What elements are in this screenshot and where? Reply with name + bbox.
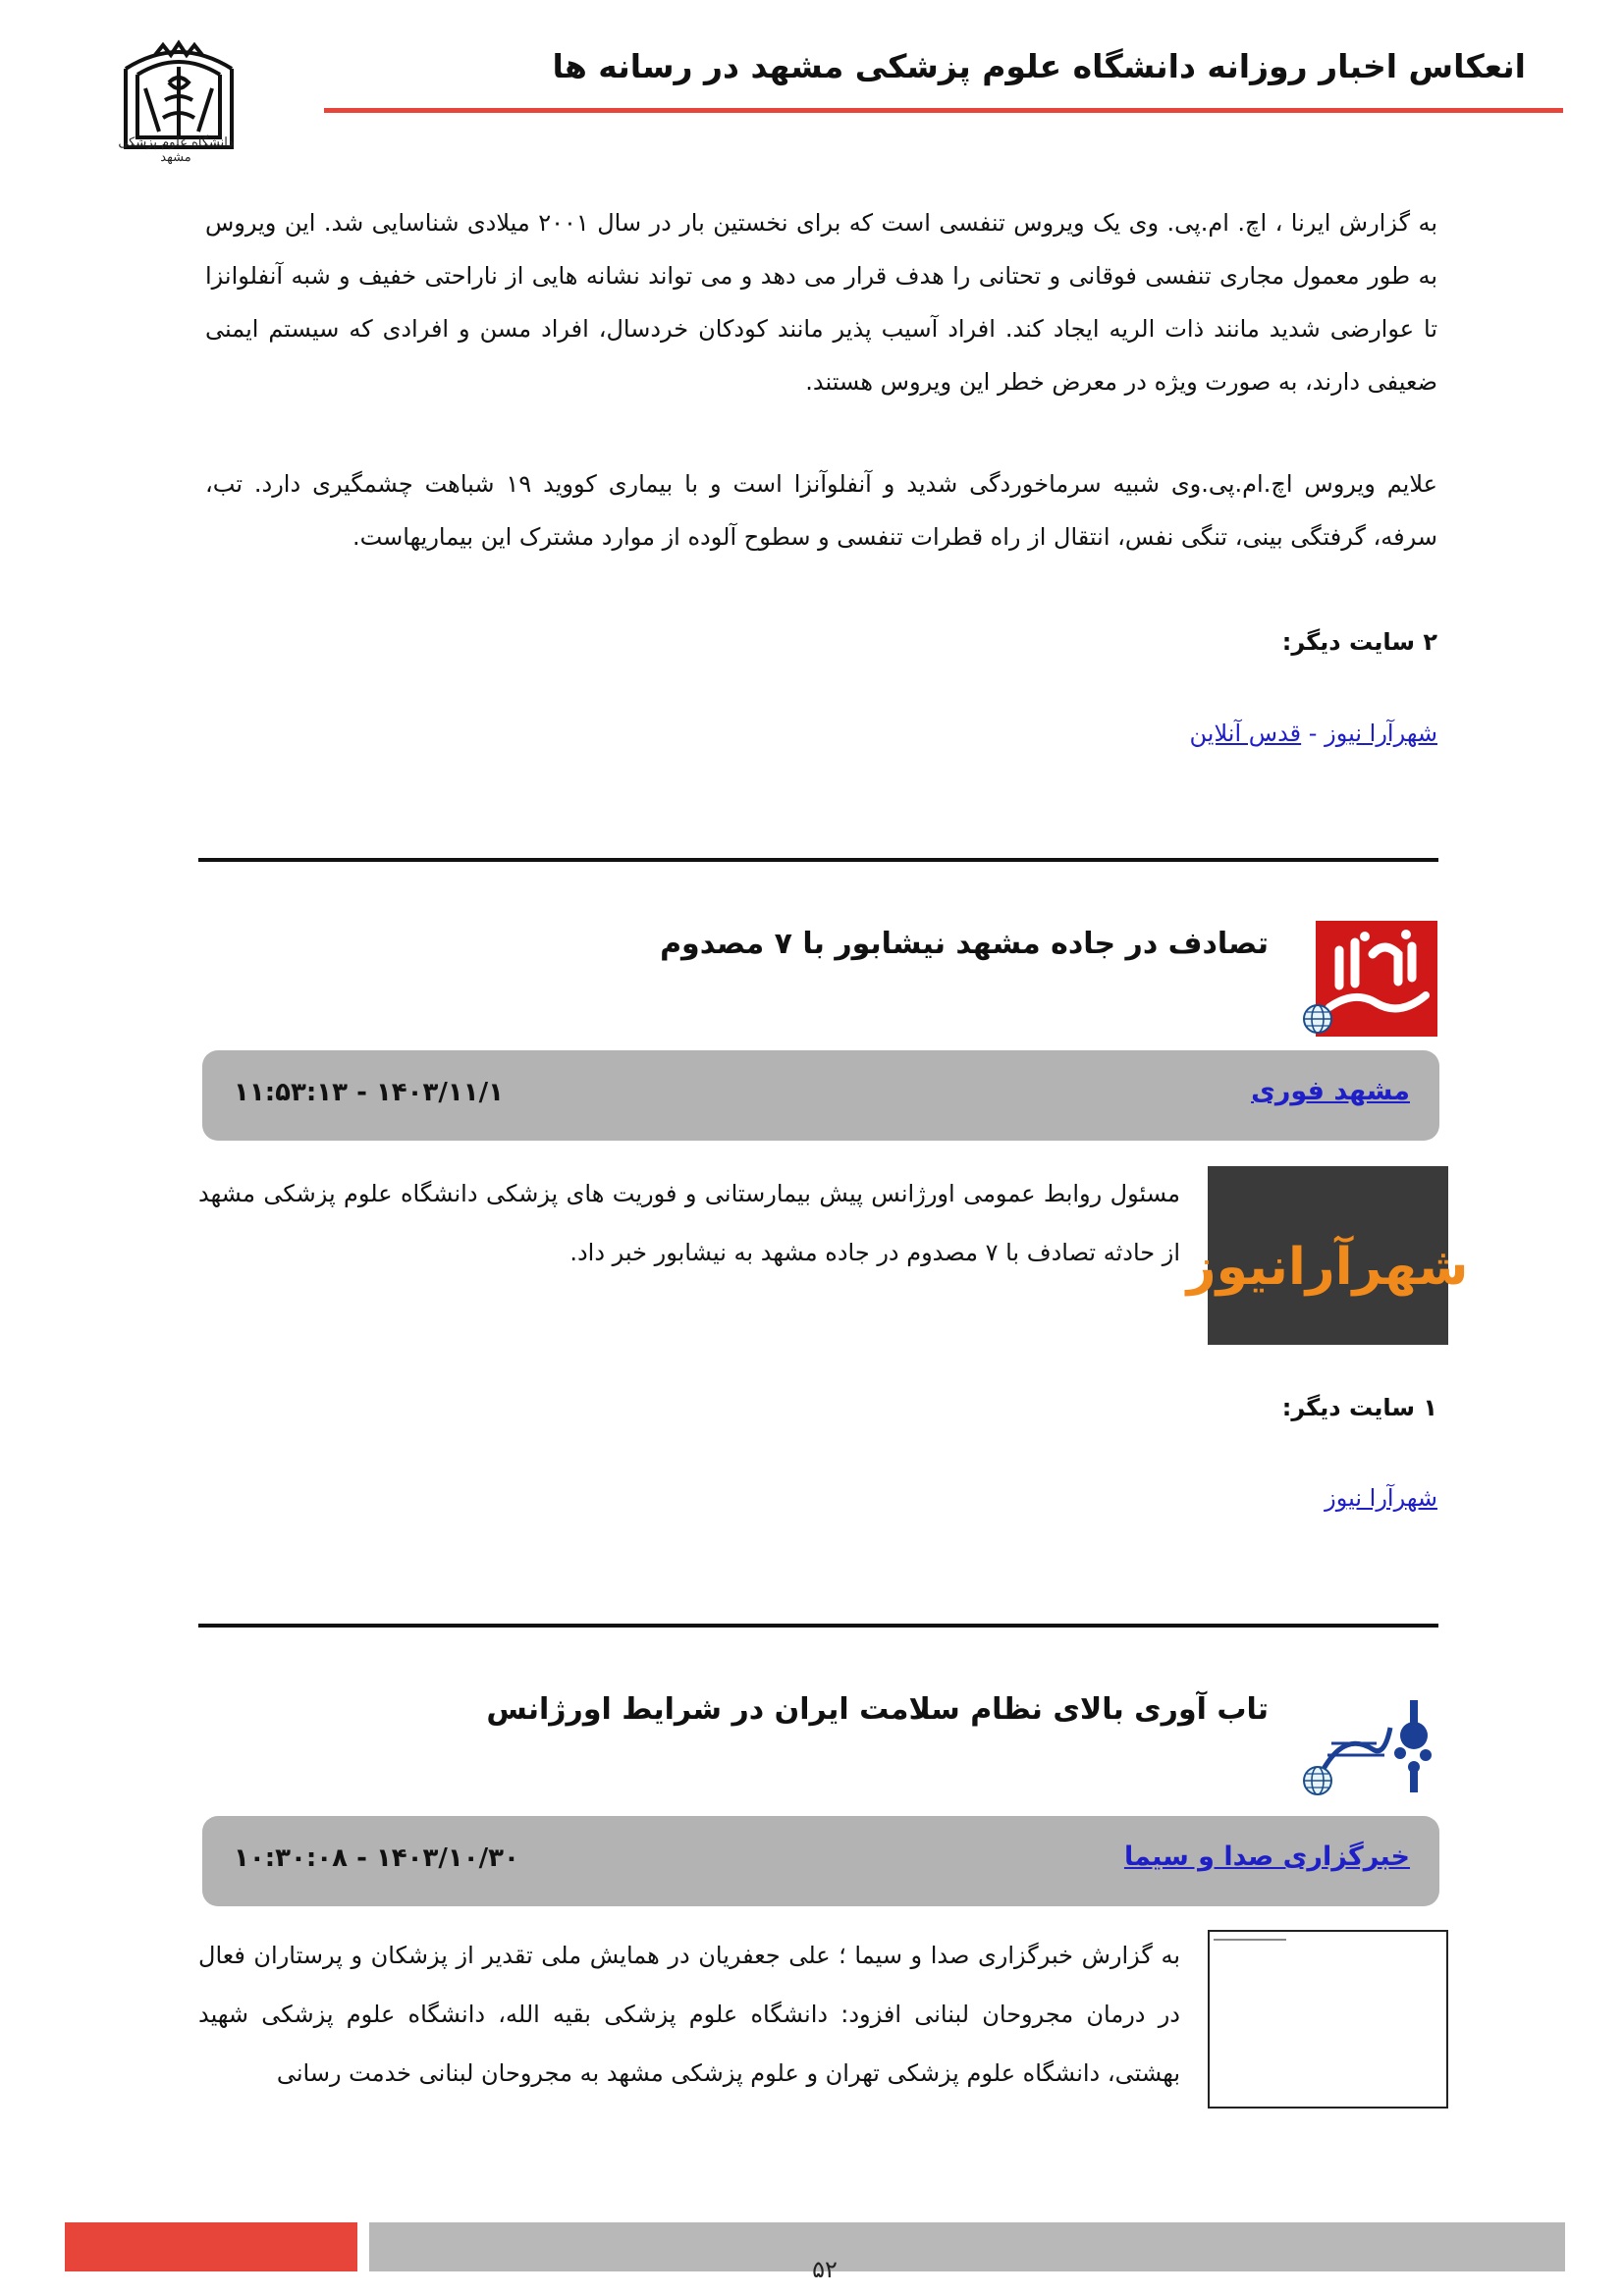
- other-sites-label: ۲ سایت دیگر:: [1281, 628, 1437, 656]
- news-meta-bar: [202, 1050, 1439, 1141]
- other-sites-links: [1325, 1484, 1437, 1512]
- datetime-dash: -: [356, 1078, 367, 1107]
- mashhad-fori-logo-icon: [1316, 921, 1437, 1037]
- news-image-text: شهرآرانیوز: [1186, 1238, 1469, 1297]
- news-time: ۱۰:۳۰:۰۸: [234, 1843, 349, 1873]
- footer-bar: [369, 2222, 1565, 2271]
- news-divider: [198, 858, 1438, 862]
- other-site-link[interactable]: شهرآرا نیوز: [1325, 720, 1437, 747]
- page-number: ۵۲: [812, 2256, 838, 2283]
- news-divider: [198, 1624, 1438, 1628]
- other-site-link[interactable]: قدس آنلاین: [1189, 720, 1302, 747]
- news-datetime: [234, 1078, 504, 1107]
- header-divider: [324, 108, 1563, 113]
- news-time: ۱۱:۵۳:۱۳: [234, 1078, 349, 1107]
- news-date: ۱۴۰۳/۱۱/۱: [375, 1078, 505, 1107]
- other-sites-label: ۱ سایت دیگر:: [1281, 1394, 1437, 1421]
- link-separator: -: [1308, 720, 1318, 747]
- iribnews-logo-icon: [1316, 1686, 1437, 1802]
- page-header-title: انعکاس اخبار روزانه دانشگاه علوم پزشکی مشهد در رسانه ها: [552, 47, 1526, 85]
- news-image-placeholder: [1208, 1930, 1448, 2109]
- other-site-link[interactable]: شهرآرا نیوز: [1325, 1484, 1437, 1512]
- news-image: [1186, 1166, 1469, 1345]
- article-paragraph: علایم ویروس اچ.ام.پی.وی شبیه سرماخوردگی شدید و آنفلوآنزا است و با بیماری کووید ۱۹ شباهت چشمگیری دارد. تب، سرفه، گرفتگی بینی، تنگی نفس، انتقال از راه قطرات تنفسی و سطوح آلوده از موارد مشترک این بیماریهاست.: [205, 470, 1437, 551]
- news-body: به گزارش خبرگزاری صدا و سیما ؛ علی جعفریان در همایش ملی تقدیر از پزشکان و پرستاران فعال در درمان مجروحان لبنانی افزود: دانشگاه علوم پزشکی بقیه الله، دانشگاه علوم پزشکی شهید بهشتی، دانشگاه علوم پزشکی تهران و علوم پزشکی مشهد به مجروحان لبنانی خدمت رسانی: [198, 1942, 1180, 2087]
- globe-icon: [1302, 1003, 1333, 1035]
- news-source-link[interactable]: مشهد فوری: [1251, 1076, 1410, 1106]
- footer-accent-bar: [65, 2222, 357, 2271]
- datetime-dash: -: [356, 1843, 367, 1873]
- news-date: ۱۴۰۳/۱۰/۳۰: [375, 1843, 519, 1873]
- logo-caption: دانشگاه علوم پزشکی مشهد: [118, 135, 234, 165]
- globe-icon: [1302, 1765, 1333, 1796]
- other-sites-links: [1190, 720, 1437, 747]
- news-body: مسئول روابط عمومی اورژانس پیش بیمارستانی و فوریت های پزشکی دانشگاه علوم پزشکی مشهد از حادثه تصادف با ۷ مصدوم در جاده مشهد به نیشابور خبر داد.: [198, 1180, 1180, 1266]
- news-title: تصادف در جاده مشهد نیشابور با ۷ مصدوم: [660, 927, 1269, 961]
- news-source-link[interactable]: خبرگزاری صدا و سیما: [1123, 1842, 1410, 1872]
- news-meta-bar: [202, 1816, 1439, 1906]
- news-title: تاب آوری بالای نظام سلامت ایران در شرایط اورژانس: [486, 1692, 1269, 1727]
- news-datetime: [234, 1843, 519, 1873]
- article-paragraph: به گزارش ایرنا ، اچ. ام.پی. وی یک ویروس تنفسی است که برای نخستین بار در سال ۲۰۰۱ میلادی شناسایی شد. این ویروس به طور معمول مجاری تنفسی فوقانی و تحتانی را هدف قرار می دهد و می تواند نشانه هایی از ناراحتی خفیف و شبه آنفلوانزا تا عوارضی شدید مانند ذات الریه ایجاد کند. افراد آسیب پذیر مانند کودکان خردسال، افراد مسن و افرادی که سیستم ایمنی ضعیفی دارند، به صورت ویژه در معرض خطر این ویروس هستند.: [205, 209, 1438, 396]
